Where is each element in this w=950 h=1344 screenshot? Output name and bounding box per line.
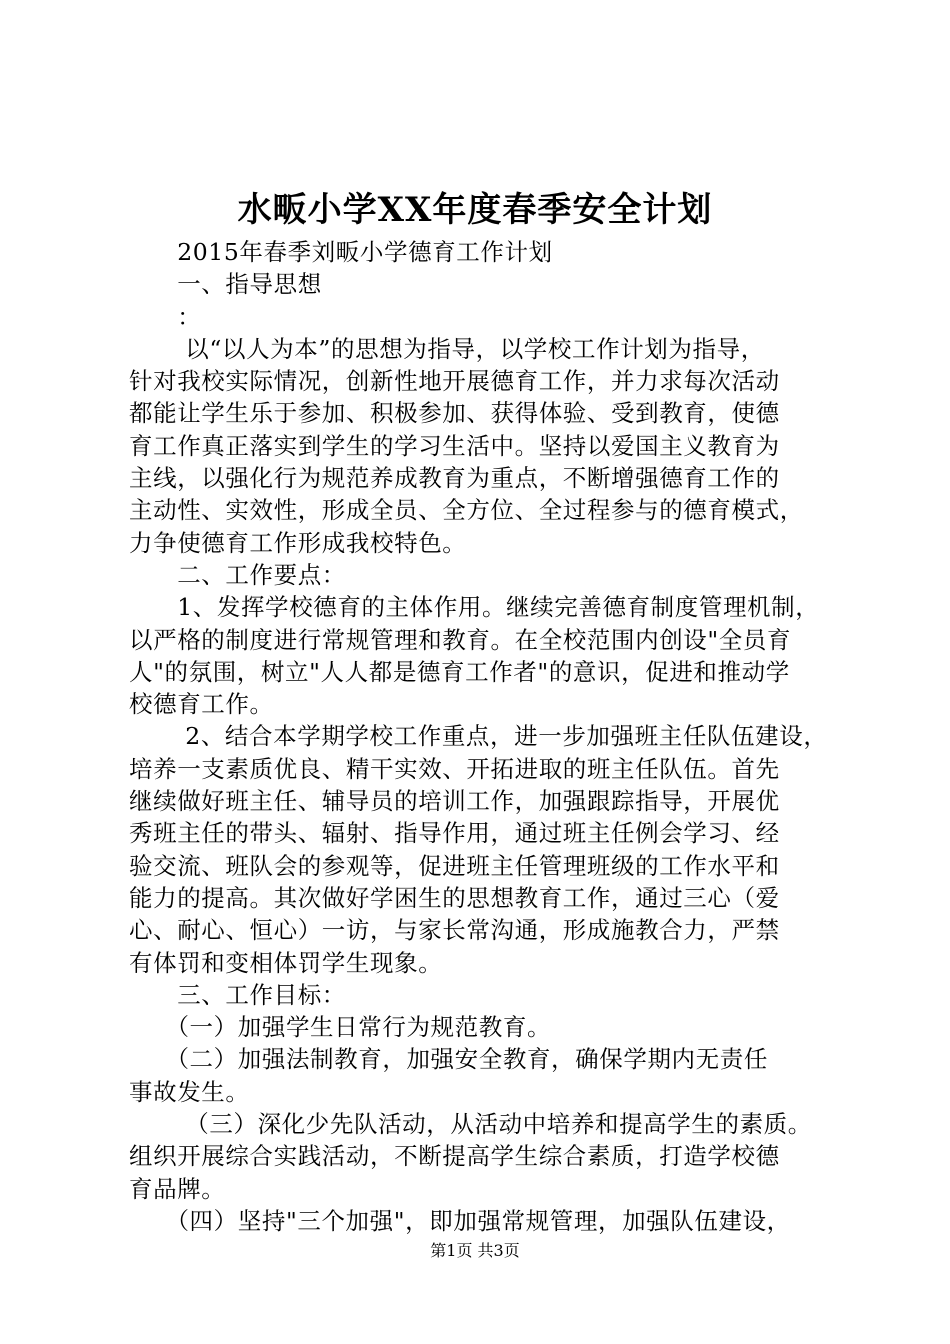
body-line: （三）深化少先队活动，从活动中培养和提高学生的素质。 <box>129 1110 812 1139</box>
body-line: 事故发生。 <box>129 1077 250 1106</box>
body-line: 校德育工作。 <box>129 690 274 719</box>
body-line: 都能让学生乐于参加、积极参加、获得体验、受到教育，使德 <box>129 399 780 428</box>
body-line: ： <box>129 302 202 331</box>
body-line: 人"的氛围，树立"人人都是德育工作者"的意识，促进和推动学 <box>129 657 790 686</box>
body-line: 培养一支素质优良、精干实效、开拓进取的班主任队伍。首先 <box>129 754 780 783</box>
body-line: 力争使德育工作形成我校特色。 <box>129 528 467 557</box>
body-line: 以严格的制度进行常规管理和教育。在全校范围内创设"全员育 <box>129 625 792 654</box>
body-line: 育工作真正落实到学生的学习生活中。坚持以爱国主义教育为 <box>129 431 780 460</box>
body-line: 有体罚和变相体罚学生现象。 <box>129 948 443 977</box>
body-line: 2015年春季刘畈小学德育工作计划 <box>129 238 553 266</box>
body-line: （四）坚持"三个加强"，即加强常规管理，加强队伍建设， <box>129 1206 791 1235</box>
body-line: 组织开展综合实践活动，不断提高学生综合素质，打造学校德 <box>129 1142 780 1171</box>
body-line: 二、工作要点： <box>129 560 346 589</box>
body-line: （二）加强法制教育，加强安全教育，确保学期内无责任 <box>129 1045 768 1074</box>
body-line: 主动性、实效性，形成全员、全方位、全过程参与的德育模式， <box>129 496 804 525</box>
body-line: 一、指导思想 <box>129 270 322 299</box>
body-line: 心、耐心、恒心）一访，与家长常沟通，形成施教合力，严禁 <box>129 916 780 945</box>
document-title: 水畈小学XX年度春季安全计划 <box>237 190 713 230</box>
body-line: 继续做好班主任、辅导员的培训工作，加强跟踪指导，开展优 <box>129 787 780 816</box>
body-line: 2、结合本学期学校工作重点，进一步加强班主任队伍建设， <box>129 722 828 751</box>
body-line: 主线，以强化行为规范养成教育为重点，不断增强德育工作的 <box>129 464 780 493</box>
body-line: 以“以人为本”的思想为指导，以学校工作计划为指导， <box>129 334 765 363</box>
body-line: 秀班主任的带头、辐射、指导作用，通过班主任例会学习、经 <box>129 819 780 848</box>
body-line: 育品牌。 <box>129 1174 226 1203</box>
page-footer: 第1页 共3页 <box>430 1241 520 1260</box>
document-body <box>129 236 843 1237</box>
body-line: 三、工作目标： <box>129 980 346 1009</box>
body-line: 1、发挥学校德育的主体作用。继续完善德育制度管理机制， <box>129 593 820 622</box>
body-line: 能力的提高。其次做好学困生的思想教育工作，通过三心（爱 <box>129 883 780 912</box>
body-line: （一）加强学生日常行为规范教育。 <box>129 1013 552 1042</box>
body-line: 验交流、班队会的参观等，促进班主任管理班级的工作水平和 <box>129 851 780 880</box>
body-line: 针对我校实际情况，创新性地开展德育工作，并力求每次活动 <box>129 367 780 396</box>
